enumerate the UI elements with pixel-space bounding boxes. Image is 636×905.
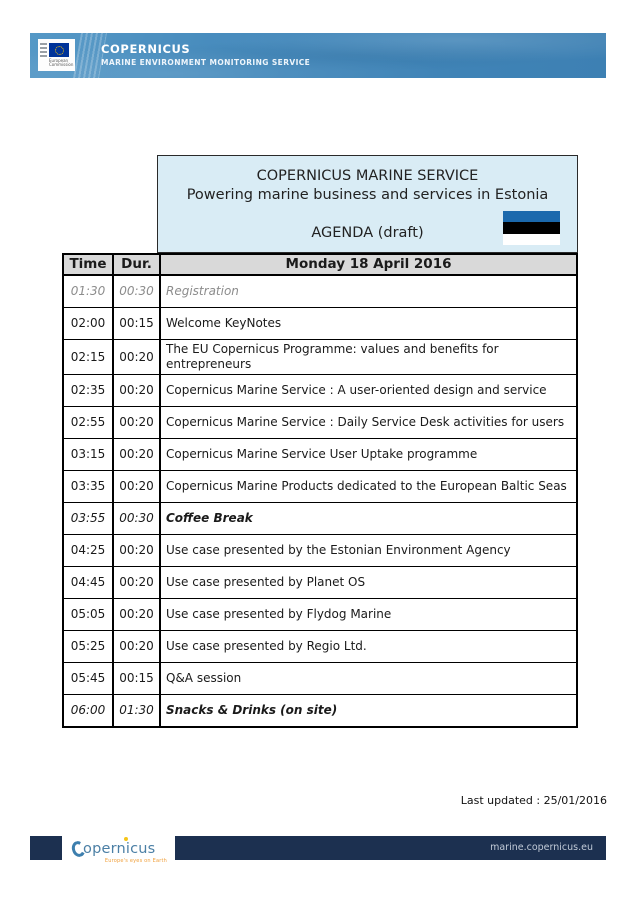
agenda-row — [63, 567, 577, 599]
agenda-time: 03:35 — [63, 471, 113, 503]
agenda-row — [63, 375, 577, 407]
agenda-item-title: Use case presented by Flydog Marine — [160, 599, 577, 631]
agenda-body — [63, 275, 577, 727]
agenda-time: 01:30 — [63, 275, 113, 308]
agenda-row — [63, 439, 577, 471]
agenda-time: 02:55 — [63, 407, 113, 439]
agenda-item-title: Welcome KeyNotes — [160, 308, 577, 340]
agenda-item-title: Coffee Break — [160, 503, 577, 535]
copernicus-logo — [62, 831, 175, 872]
agenda-time: 03:15 — [63, 439, 113, 471]
agenda-time: 05:05 — [63, 599, 113, 631]
agenda-row — [63, 535, 577, 567]
agenda-time: 02:00 — [63, 308, 113, 340]
top-banner — [30, 33, 606, 78]
agenda-row — [63, 503, 577, 535]
agenda-time: 05:25 — [63, 631, 113, 663]
ec-building-stripes-icon — [40, 43, 47, 59]
footer-site-url: marine.copernicus.eu — [490, 842, 593, 853]
agenda-row — [63, 599, 577, 631]
ec-logo-label: European Commission — [49, 58, 74, 67]
agenda-time: 03:55 — [63, 503, 113, 535]
agenda-row — [63, 407, 577, 439]
copernicus-satellite-dot-icon — [124, 837, 128, 841]
agenda-duration: 00:15 — [113, 308, 160, 340]
agenda-duration: 00:20 — [113, 375, 160, 407]
eu-flag-icon — [49, 43, 69, 57]
agenda-table — [62, 253, 578, 728]
agenda-duration: 00:15 — [113, 663, 160, 695]
agenda-item-title: Snacks & Drinks (on site) — [160, 695, 577, 728]
agenda-row — [63, 695, 577, 728]
agenda-header-row — [63, 254, 577, 275]
agenda-time: 04:25 — [63, 535, 113, 567]
agenda-row — [63, 275, 577, 308]
agenda-item-title: Copernicus Marine Service : Daily Service Desk activities for users — [160, 407, 577, 439]
agenda-duration: 00:30 — [113, 275, 160, 308]
agenda-row — [63, 308, 577, 340]
banner-title: COPERNICUS — [101, 42, 191, 56]
agenda-item-title: Use case presented by Regio Ltd. — [160, 631, 577, 663]
column-header-duration: Dur. — [113, 254, 160, 275]
agenda-label: AGENDA (draft) — [311, 225, 424, 241]
eu-stars-icon — [55, 46, 64, 55]
agenda-duration: 00:30 — [113, 503, 160, 535]
estonia-flag — [503, 211, 560, 245]
agenda-duration: 00:20 — [113, 567, 160, 599]
agenda-time: 05:45 — [63, 663, 113, 695]
agenda-row — [63, 631, 577, 663]
last-updated-text: Last updated : 25/01/2016 — [460, 794, 607, 807]
estonia-flag-white-stripe — [503, 234, 560, 245]
agenda-duration: 00:20 — [113, 407, 160, 439]
agenda-duration: 00:20 — [113, 439, 160, 471]
agenda-row — [63, 340, 577, 375]
agenda-title-box — [157, 155, 578, 253]
estonia-flag-black-stripe — [503, 222, 560, 233]
agenda-item-title: Copernicus Marine Service User Uptake programme — [160, 439, 577, 471]
agenda-row — [63, 663, 577, 695]
copernicus-tagline: Europe's eyes on Earth — [104, 858, 167, 864]
agenda-row — [63, 471, 577, 503]
banner-subtitle: MARINE ENVIRONMENT MONITORING SERVICE — [101, 58, 311, 67]
agenda-duration: 00:20 — [113, 599, 160, 631]
agenda-item-title: The EU Copernicus Programme: values and benefits for entrepreneurs — [160, 340, 577, 375]
agenda-duration: 00:20 — [113, 535, 160, 567]
column-header-day: Monday 18 April 2016 — [160, 254, 577, 275]
column-header-time: Time — [63, 254, 113, 275]
event-title: COPERNICUS MARINE SERVICE — [256, 168, 479, 184]
agenda-item-title: Registration — [160, 275, 577, 308]
agenda-time: 02:35 — [63, 375, 113, 407]
european-commission-logo — [38, 39, 75, 71]
agenda-time: 02:15 — [63, 340, 113, 375]
estonia-flag-blue-stripe — [503, 211, 560, 222]
agenda-duration: 00:20 — [113, 471, 160, 503]
agenda-time: 06:00 — [63, 695, 113, 728]
agenda-duration: 01:30 — [113, 695, 160, 728]
agenda-time: 04:45 — [63, 567, 113, 599]
agenda-item-title: Use case presented by the Estonian Environment Agency — [160, 535, 577, 567]
agenda-item-title: Copernicus Marine Products dedicated to the European Baltic Seas — [160, 471, 577, 503]
copernicus-logo-row — [72, 838, 155, 857]
agenda-item-title: Q&A session — [160, 663, 577, 695]
event-subtitle: Powering marine business and services in Estonia — [186, 187, 549, 203]
agenda-duration: 00:20 — [113, 340, 160, 375]
agenda-duration: 00:20 — [113, 631, 160, 663]
agenda-item-title: Use case presented by Planet OS — [160, 567, 577, 599]
copernicus-logo-text: opernicus — [83, 840, 156, 857]
agenda-item-title: Copernicus Marine Service : A user-oriented design and service — [160, 375, 577, 407]
